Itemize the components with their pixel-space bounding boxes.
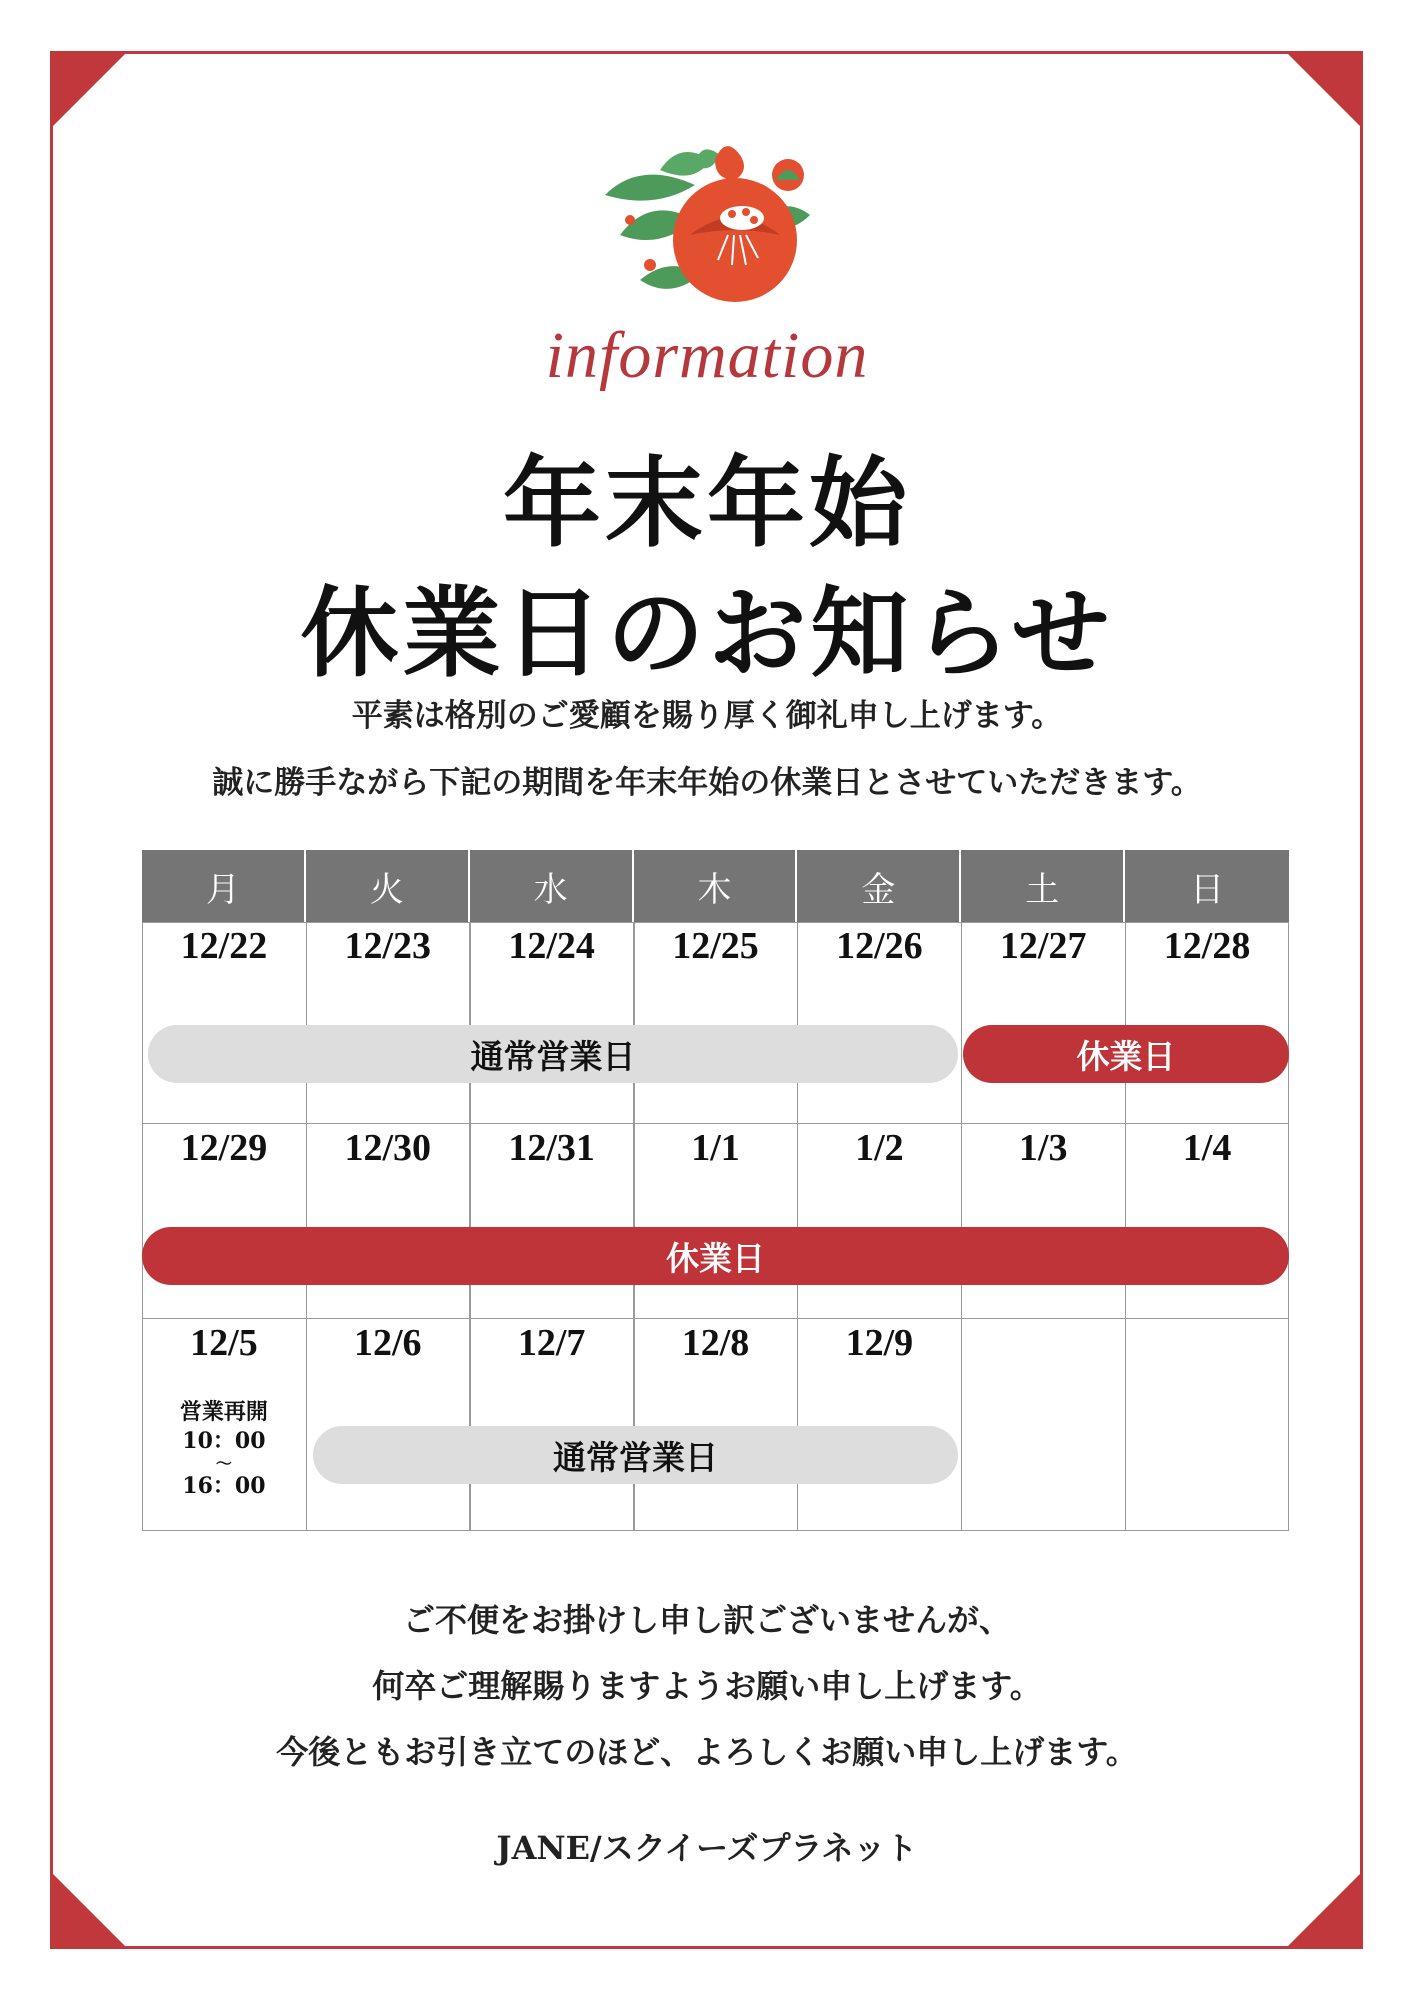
- intro-text-line-2: 誠に勝手ながら下記の期間を年末年始の休業日とさせていただきます。: [212, 765, 1202, 801]
- corner-ornament-top-right: [1285, 51, 1363, 129]
- closing-text-line-1: ご不便をお掛けし申し訳ございませんが、: [402, 1601, 1011, 1639]
- intro-text-line-1: 平素は格別のご愛顧を賜り厚く御礼申し上げます。: [351, 698, 1063, 734]
- date-label: 1/1: [691, 1127, 740, 1169]
- date-label: 12/29: [180, 1127, 268, 1169]
- date-label: 12/22: [180, 925, 268, 967]
- date-label: 12/24: [508, 925, 595, 967]
- reopen-note-title: 営業再開: [179, 1399, 268, 1425]
- date-label: 12/23: [344, 925, 432, 967]
- date-label: 12/26: [836, 925, 923, 967]
- holiday-calendar: [142, 850, 1289, 1531]
- page-title-line-1: 年末年始: [502, 446, 911, 561]
- reopen-note-tilde: 〜: [215, 1454, 232, 1473]
- information-heading: information: [545, 319, 869, 392]
- corner-ornament-bottom-right: [1285, 1871, 1363, 1949]
- corner-ornament-top-left: [50, 51, 128, 129]
- date-label: 1/4: [1182, 1127, 1232, 1169]
- weekday-header-sun: 日: [1125, 850, 1289, 922]
- camellia-flower-icon: [600, 140, 815, 310]
- date-label: 12/25: [672, 925, 759, 967]
- date-label: 1/2: [855, 1127, 904, 1169]
- calendar-cell: [1125, 1318, 1289, 1531]
- date-label: 12/5: [190, 1322, 258, 1364]
- calendar-cell: [961, 1318, 1126, 1531]
- normal-business-day-bar: 通常営業日: [313, 1426, 958, 1484]
- weekday-header-mon: 月: [142, 850, 306, 922]
- date-label: 12/9: [845, 1322, 914, 1364]
- normal-business-day-bar: 通常営業日: [148, 1025, 958, 1083]
- weekday-header-sat: 土: [961, 850, 1125, 922]
- weekday-header-tue: 火: [306, 850, 470, 922]
- weekday-header-thu: 木: [634, 850, 798, 922]
- signature: JANE/スクイーズプラネット: [496, 1829, 918, 1867]
- closed-day-bar: 休業日: [963, 1025, 1289, 1083]
- reopen-note-start-time: 10：00: [182, 1428, 266, 1454]
- reopen-note-end-time: 16：00: [182, 1473, 266, 1499]
- weekday-header-wed: 水: [470, 850, 634, 922]
- date-label: 12/31: [508, 1127, 595, 1169]
- corner-ornament-bottom-left: [50, 1871, 128, 1949]
- closing-text-line-2: 何卒ご理解賜りますようお願い申し上げます。: [372, 1667, 1042, 1705]
- date-label: 12/30: [344, 1127, 432, 1169]
- date-label: 12/7: [517, 1322, 586, 1364]
- date-label: 1/3: [1018, 1127, 1068, 1169]
- weekday-header-fri: 金: [797, 850, 961, 922]
- date-label: 12/8: [681, 1322, 750, 1364]
- reopen-note: [142, 1398, 306, 1501]
- page-title-line-2: 休業日のお知らせ: [300, 576, 1114, 691]
- closing-text-line-3: 今後ともお引き立てのほど、よろしくお願い申し上げます。: [276, 1733, 1138, 1771]
- closed-day-bar-long: 休業日: [142, 1227, 1289, 1285]
- date-label: 12/27: [999, 925, 1087, 967]
- date-label: 12/6: [353, 1322, 422, 1364]
- date-label: 12/28: [1163, 925, 1251, 967]
